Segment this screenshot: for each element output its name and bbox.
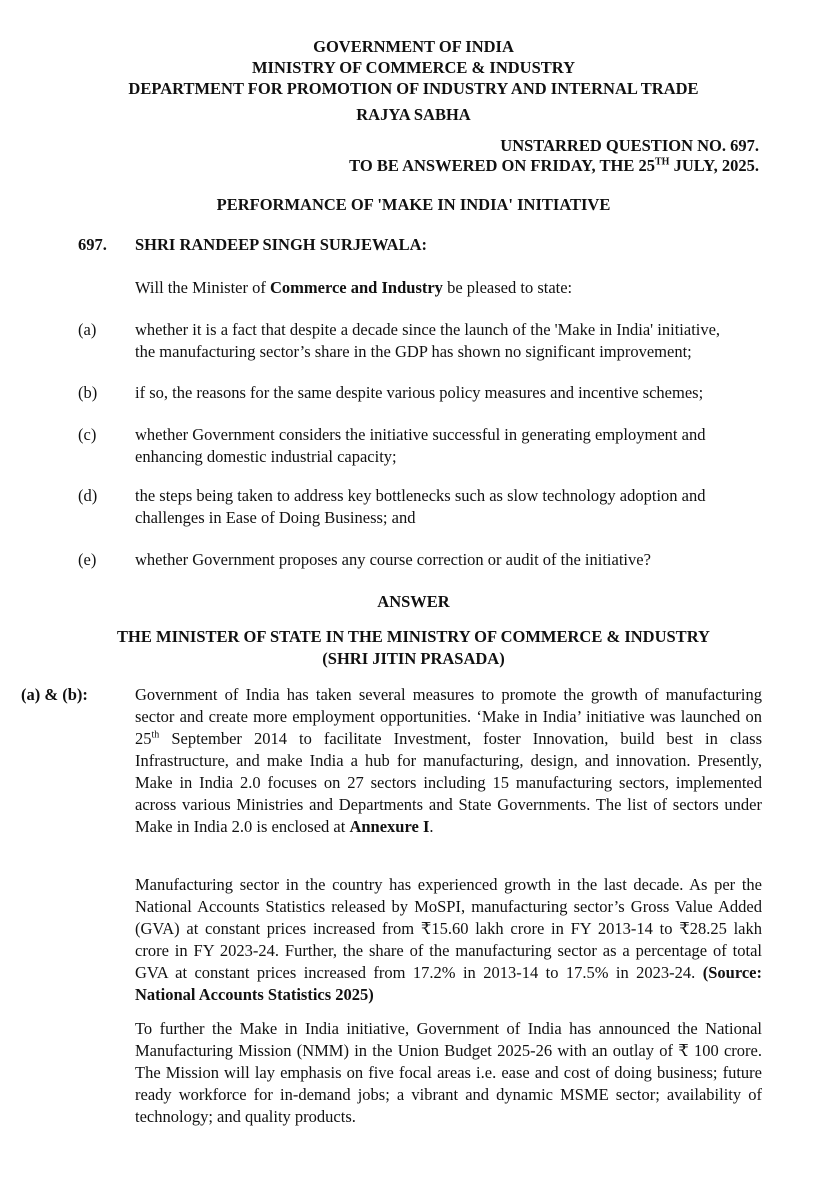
subject-title: PERFORMANCE OF 'MAKE IN INDIA' INITIATIVE xyxy=(216,195,611,214)
header-department: DEPARTMENT FOR PROMOTION OF INDUSTRY AND INTERNAL TRADE xyxy=(128,79,699,98)
annexure-reference: Annexure I xyxy=(349,817,430,836)
header-government: GOVERNMENT OF INDIA xyxy=(313,37,514,56)
answer-heading: ANSWER xyxy=(377,592,450,611)
answer-paragraph-2: Manufacturing sector in the country has experienced growth in the last decade. As per the National Accounts Statistics released by MoSPI, manufacturing sector’s Gross Value Added (GVA) at constant prices increased from ₹15.60 lakh crore in FY 2013-14 to ₹28.25 lakh crore in FY 2023-24. Further, the share of the manufacturing sector as a percentage of total GVA at constant prices increased from 17.2% in 2013-14 to 17.5% in 2023-24. (Source: National Accounts Statistics 2025) xyxy=(135,875,762,1004)
question-number: 697. xyxy=(78,235,107,254)
answer-date-line: TO BE ANSWERED ON FRIDAY, THE 25TH JULY, 2025. xyxy=(349,156,759,175)
minister-name: (SHRI JITIN PRASADA) xyxy=(322,649,505,668)
answer-part-label: (a) & (b): xyxy=(21,685,88,704)
minister-title: THE MINISTER OF STATE IN THE MINISTRY OF COMMERCE & INDUSTRY xyxy=(117,627,710,646)
answer-paragraph-1: Government of India has taken several measures to promote the growth of manufacturing sector and create more employment opportunities. ‘Make in India’ initiative was launched on 25th September 2014 to facilitate Investment, foster Innovation, build best in class Infrastructure, and make India a hub for manufacturing, design, and innovation. Presently, Make in India 2.0 focuses on 27 sectors including 15 manufacturing sectors, implemented across various Ministries and Departments and State Governments. The list of sectors under Make in India 2.0 is enclosed at Annexure I. xyxy=(135,685,762,836)
answer-paragraph-3: To further the Make in India initiative, Government of India has announced the National Manufacturing Mission (NMM) in the Union Budget 2025-26 with an outlay of ₹ 100 crore. The Mission will lay emphasis on five focal areas i.e. ease and cost of doing business; future ready workforce for in-demand jobs; a vibrant and dynamic MSME sector; availability of technology; and quality products. xyxy=(135,1019,762,1126)
question-intro: Will the Minister of Commerce and Industry be pleased to state: xyxy=(135,278,573,297)
question-number-line: UNSTARRED QUESTION NO. 697. xyxy=(500,136,759,155)
source-citation: (Source: National Accounts Statistics 2025) xyxy=(135,963,762,1004)
header-house: RAJYA SABHA xyxy=(356,105,471,124)
member-name: SHRI RANDEEP SINGH SURJEWALA: xyxy=(135,235,428,254)
header-ministry: MINISTRY OF COMMERCE & INDUSTRY xyxy=(251,58,576,77)
